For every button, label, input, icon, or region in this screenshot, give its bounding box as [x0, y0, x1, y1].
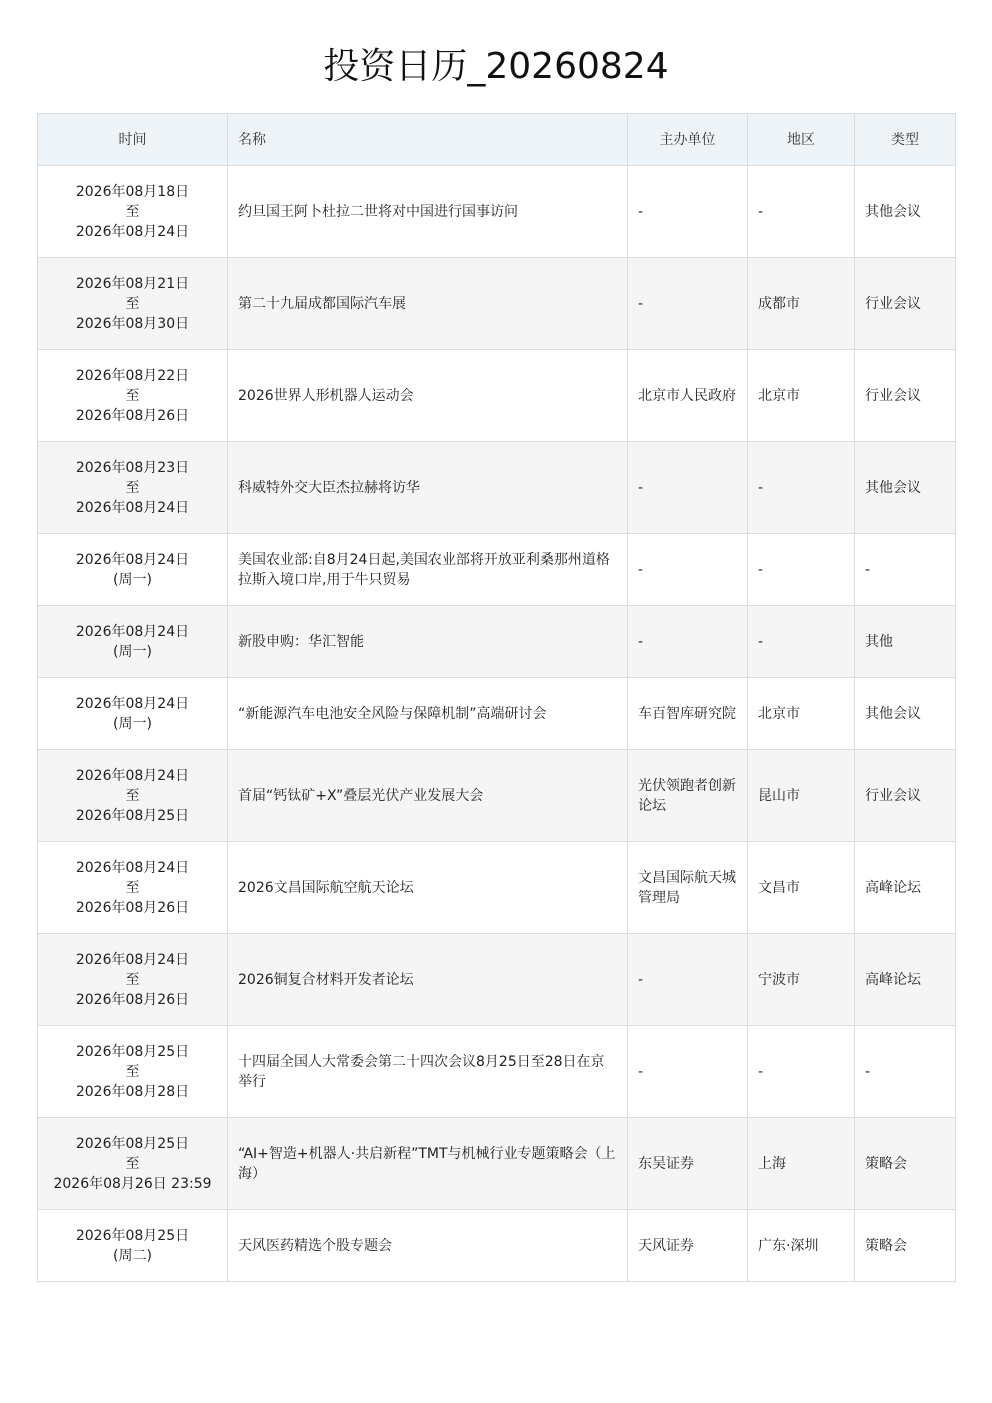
table-row: [38, 606, 956, 678]
event-type: 其他会议: [855, 442, 956, 534]
investment-calendar-table: [37, 113, 956, 1282]
weekday-label: (周二): [113, 1247, 152, 1264]
table-row: [38, 1118, 956, 1210]
header-type: 类型: [855, 114, 956, 166]
organizer: -: [628, 258, 748, 350]
event-name: 2026铜复合材料开发者论坛: [228, 934, 628, 1026]
end-date: 2026年08月30日: [75, 315, 190, 332]
start-date: 2026年08月23日: [75, 459, 190, 476]
table-row: [38, 166, 956, 258]
start-date: 2026年08月24日: [75, 951, 190, 968]
weekday-label: (周一): [113, 715, 152, 732]
time-cell: [38, 1026, 228, 1118]
event-type: 高峰论坛: [855, 934, 956, 1026]
region: 上海: [748, 1118, 855, 1210]
event-type: 行业会议: [855, 350, 956, 442]
event-type: 其他: [855, 606, 956, 678]
table-row: [38, 350, 956, 442]
event-type: 其他会议: [855, 678, 956, 750]
time-cell: [38, 750, 228, 842]
start-date: 2026年08月21日: [75, 275, 190, 292]
date-separator: 至: [125, 479, 140, 496]
region: -: [748, 166, 855, 258]
header-region: 地区: [748, 114, 855, 166]
time-cell: [38, 350, 228, 442]
start-date: 2026年08月24日: [75, 623, 190, 640]
event-name: 2026世界人形机器人运动会: [228, 350, 628, 442]
organizer: -: [628, 534, 748, 606]
event-name: 天风医药精选个股专题会: [228, 1210, 628, 1282]
start-date: 2026年08月22日: [75, 367, 190, 384]
organizer: 车百智库研究院: [628, 678, 748, 750]
region: -: [748, 442, 855, 534]
table-row: [38, 678, 956, 750]
event-type: 高峰论坛: [855, 842, 956, 934]
table-row: [38, 258, 956, 350]
start-date: 2026年08月18日: [75, 183, 190, 200]
time-cell: [38, 442, 228, 534]
end-date: 2026年08月26日: [75, 991, 190, 1008]
organizer: 北京市人民政府: [628, 350, 748, 442]
organizer: -: [628, 934, 748, 1026]
organizer: 文昌国际航天城管理局: [628, 842, 748, 934]
event-name: “新能源汽车电池安全风险与保障机制”高端研讨会: [228, 678, 628, 750]
region: 宁波市: [748, 934, 855, 1026]
region: 北京市: [748, 678, 855, 750]
start-date: 2026年08月25日: [75, 1135, 190, 1152]
date-separator: 至: [125, 387, 140, 404]
region: 北京市: [748, 350, 855, 442]
time-cell: [38, 1210, 228, 1282]
region: -: [748, 606, 855, 678]
event-name: 新股申购：华汇智能: [228, 606, 628, 678]
start-date: 2026年08月24日: [75, 695, 190, 712]
table-row: [38, 1026, 956, 1118]
time-cell: [38, 934, 228, 1026]
weekday-label: (周一): [113, 643, 152, 660]
event-name: 约旦国王阿卜杜拉二世将对中国进行国事访问: [228, 166, 628, 258]
organizer: -: [628, 442, 748, 534]
region: 文昌市: [748, 842, 855, 934]
time-cell: [38, 258, 228, 350]
end-date: 2026年08月26日 23:59: [53, 1175, 212, 1192]
end-date: 2026年08月24日: [75, 223, 190, 240]
end-date: 2026年08月24日: [75, 499, 190, 516]
region: -: [748, 1026, 855, 1118]
start-date: 2026年08月24日: [75, 767, 190, 784]
event-type: 策略会: [855, 1118, 956, 1210]
event-type: 行业会议: [855, 750, 956, 842]
end-date: 2026年08月25日: [75, 807, 190, 824]
event-type: 策略会: [855, 1210, 956, 1282]
table-header-row: [38, 114, 956, 166]
region: -: [748, 534, 855, 606]
organizer: -: [628, 166, 748, 258]
event-name: 美国农业部:自8月24日起,美国农业部将开放亚利桑那州道格拉斯入境口岸,用于牛只贸易: [228, 534, 628, 606]
start-date: 2026年08月24日: [75, 859, 190, 876]
time-cell: [38, 842, 228, 934]
event-name: 2026文昌国际航空航天论坛: [228, 842, 628, 934]
organizer: 光伏领跑者创新论坛: [628, 750, 748, 842]
table-row: [38, 750, 956, 842]
end-date: 2026年08月26日: [75, 899, 190, 916]
organizer: 天风证券: [628, 1210, 748, 1282]
event-type: -: [855, 1026, 956, 1118]
end-date: 2026年08月26日: [75, 407, 190, 424]
header-time: 时间: [38, 114, 228, 166]
start-date: 2026年08月25日: [75, 1043, 190, 1060]
organizer: -: [628, 1026, 748, 1118]
date-separator: 至: [125, 971, 140, 988]
region: 成都市: [748, 258, 855, 350]
date-separator: 至: [125, 295, 140, 312]
event-type: -: [855, 534, 956, 606]
table-row: [38, 934, 956, 1026]
table-row: [38, 534, 956, 606]
header-name: 名称: [228, 114, 628, 166]
event-name: “AI+智造+机器人·共启新程”TMT与机械行业专题策略会（上海）: [228, 1118, 628, 1210]
time-cell: [38, 678, 228, 750]
event-type: 其他会议: [855, 166, 956, 258]
time-cell: [38, 606, 228, 678]
time-cell: [38, 1118, 228, 1210]
date-separator: 至: [125, 203, 140, 220]
table-row: [38, 842, 956, 934]
region: 昆山市: [748, 750, 855, 842]
table-row: [38, 442, 956, 534]
date-separator: 至: [125, 879, 140, 896]
event-name: 第二十九届成都国际汽车展: [228, 258, 628, 350]
weekday-label: (周一): [113, 571, 152, 588]
time-cell: [38, 166, 228, 258]
end-date: 2026年08月28日: [75, 1083, 190, 1100]
organizer: 东吴证券: [628, 1118, 748, 1210]
date-separator: 至: [125, 1155, 140, 1172]
header-organizer: 主办单位: [628, 114, 748, 166]
date-separator: 至: [125, 1063, 140, 1080]
event-type: 行业会议: [855, 258, 956, 350]
date-separator: 至: [125, 787, 140, 804]
page-title: 投资日历_20260824: [323, 46, 669, 87]
event-name: 十四届全国人大常委会第二十四次会议8月25日至28日在京举行: [228, 1026, 628, 1118]
region: 广东·深圳: [748, 1210, 855, 1282]
organizer: -: [628, 606, 748, 678]
table-row: [38, 1210, 956, 1282]
start-date: 2026年08月24日: [75, 551, 190, 568]
event-name: 科威特外交大臣杰拉赫将访华: [228, 442, 628, 534]
event-name: 首届“钙钛矿+X”叠层光伏产业发展大会: [228, 750, 628, 842]
time-cell: [38, 534, 228, 606]
start-date: 2026年08月25日: [75, 1227, 190, 1244]
